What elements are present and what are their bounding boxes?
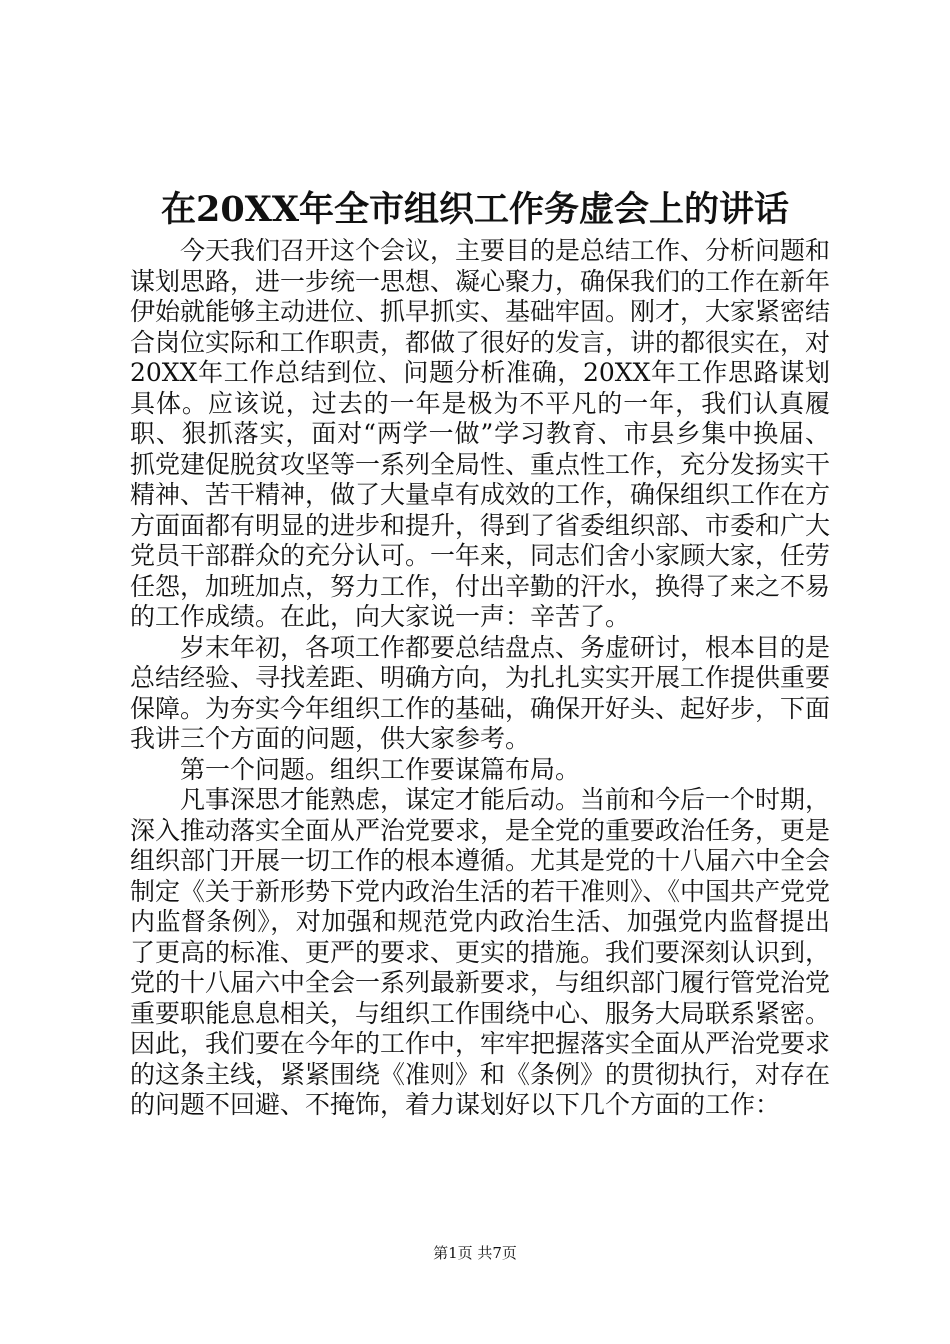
paragraph-opening: 今天我们召开这个会议，主要目的是总结工作、分析问题和谋划思路，进一步统一思想、凝心聚力，确保我们的工作在新年伊始就能够主动进位、抓早抓实、基础牢固。刚才，大家紧密结合岗位实际和工作职责，都做了很好的发言，讲的都很实在，对20XX年工作总结到位、问题分析准确，20XX年工作思路谋划具体。应该说，过去的一年是极为不平凡的一年，我们认真履职、狠抓落实，面对“两学一做”学习教育、市县乡集中换届、抓党建促脱贫攻坚等一系列全局性、重点性工作，充分发扬实干精神、苦干精神，做了大量卓有成效的工作，确保组织工作在方方面面都有明显的进步和提升，得到了省委组织部、市委和广大党员干部群众的充分认可。一年来，同志们舍小家顾大家，任劳任怨，加班加点，努力工作，付出辛勤的汗水，换得了来之不易的工作成绩。在此，向大家说一声：辛苦了。 xyxy=(130,236,831,631)
paragraph-year-end: 岁末年初，各项工作都要总结盘点、务虚研讨，根本目的是总结经验、寻找差距、明确方向，为扎扎实实开展工作提供重要保障。为夯实今年组织工作的基础，确保开好头、起好步，下面我讲三个方面的问题，供大家参考。 xyxy=(130,632,831,753)
page-footer: 第1页 共7页 xyxy=(433,1244,517,1262)
paragraph-first-issue-heading: 第一个问题。组织工作要谋篇布局。 xyxy=(180,754,581,784)
paragraph-first-issue-body: 凡事深思才能熟虑，谋定才能后动。当前和今后一个时期，深入推动落实全面从严治党要求，是全党的重要政治任务，更是组织部门开展一切工作的根本遵循。尤其是党的十八届六中全会制定《关于新形势下党内政治生活的若干准则》、《中国共产党党内监督条例》，对加强和规范党内政治生活、加强党内监督提出了更高的标准、更严的要求、更实的措施。我们要深刻认识到，党的十八届六中全会一系列最新要求，与组织部门履行管党治党重要职能息息相关，与组织工作围绕中心、服务大局联系紧密。因此，我们要在今年的工作中，牢牢把握落实全面从严治党要求的这条主线，紧紧围绕《准则》和《条例》的贯彻执行，对存在的问题不回避、不掩饰，着力谋划好以下几个方面的工作： xyxy=(130,785,831,1119)
document-body xyxy=(130,236,830,1121)
document-title: 在20XX年全市组织工作务虚会上的讲话 xyxy=(160,189,790,230)
